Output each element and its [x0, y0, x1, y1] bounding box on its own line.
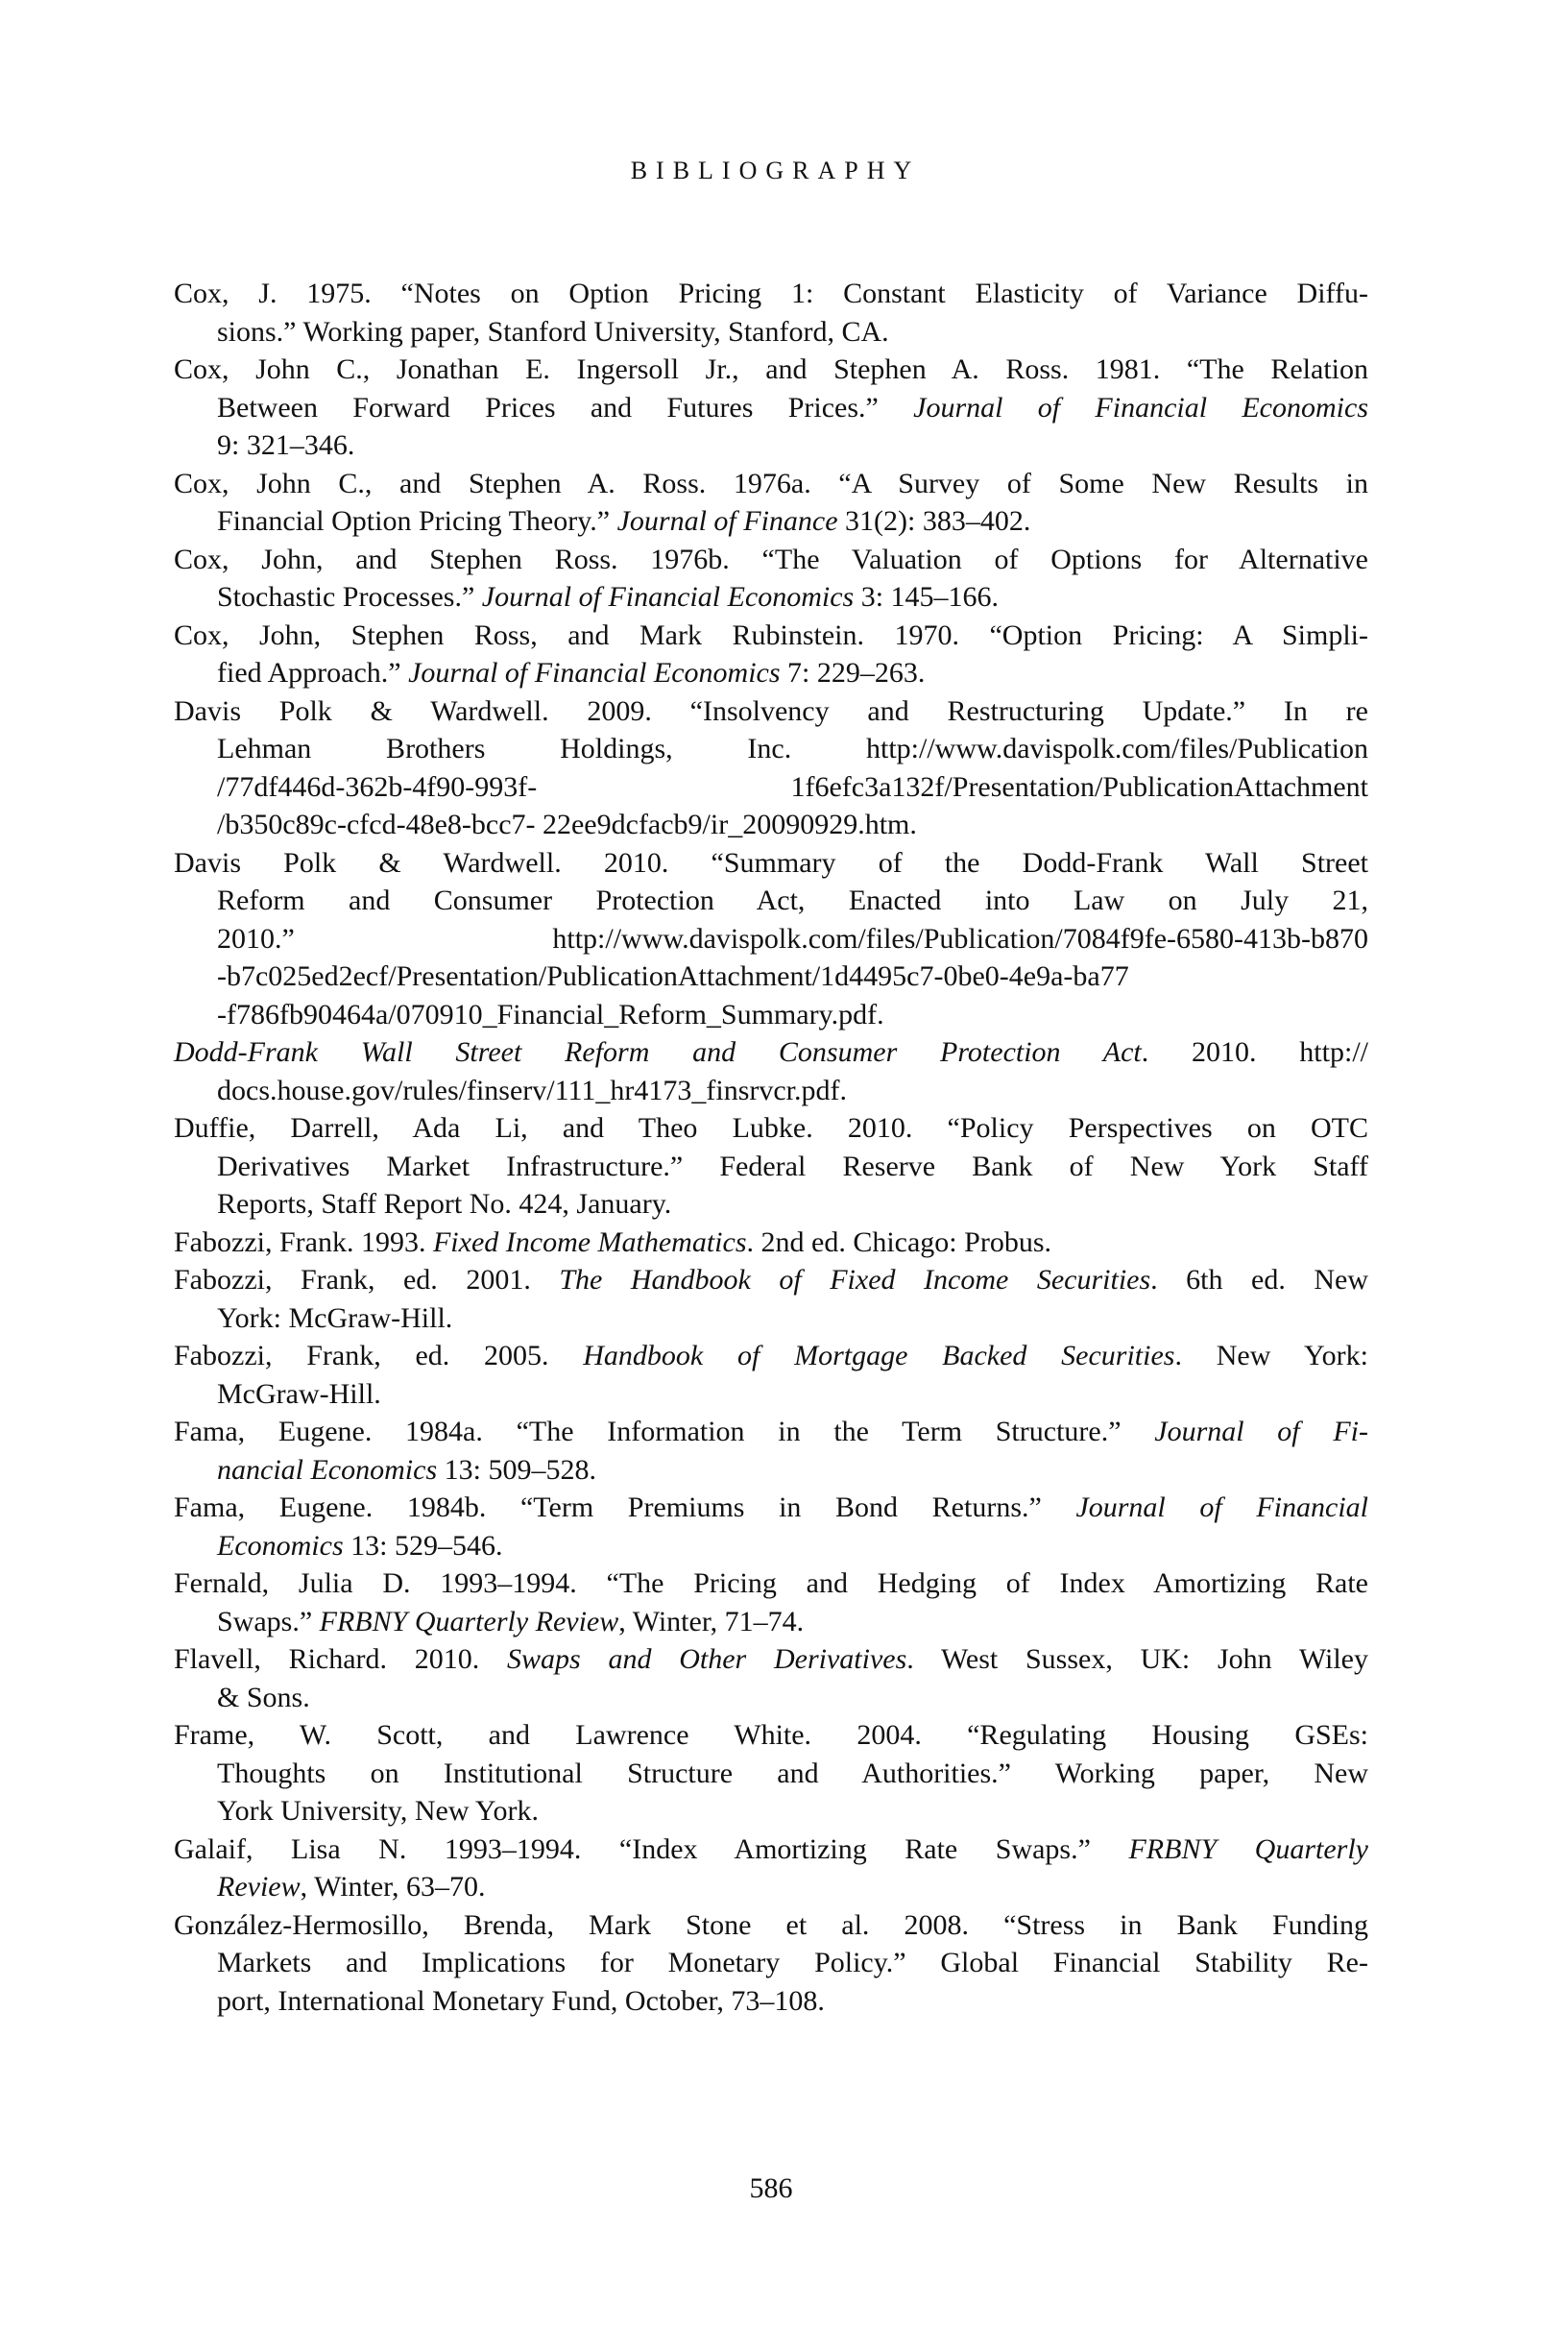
reference-line: Financial Option Pricing Theory.” Journal of Finance 31(2): 383–402. [217, 505, 1031, 537]
reference-entry [174, 617, 1368, 692]
reference-line: Fama, Eugene. 1984b. “Term Premiums in Bond Returns.” Journal of Financial [174, 1491, 1368, 1523]
reference-line: Flavell, Richard. 2010. Swaps and Other Derivatives. West Sussex, UK: John Wiley [174, 1643, 1368, 1675]
reference-line: Davis Polk & Wardwell. 2009. “Insolvency and Restructuring Update.” In re [174, 694, 1368, 727]
reference-line: Reports, Staff Report No. 424, January. [217, 1188, 672, 1220]
reference-line: Cox, John, and Stephen Ross. 1976b. “The Valuation of Options for Alternative [174, 543, 1368, 575]
reference-line: Derivatives Market Infrastructure.” Federal Reserve Bank of New York Staff [217, 1150, 1368, 1182]
reference-entry [174, 1109, 1368, 1224]
reference-line: Galaif, Lisa N. 1993–1994. “Index Amortizing Rate Swaps.” FRBNY Quarterly [174, 1832, 1368, 1865]
reference-entry [174, 1716, 1368, 1831]
reference-list [174, 275, 1368, 2020]
reference-entry [174, 541, 1368, 617]
reference-entry [174, 692, 1368, 844]
reference-entry [174, 844, 1368, 1034]
reference-line: González-Hermosillo, Brenda, Mark Stone et al. 2008. “Stress in Bank Funding [174, 1908, 1368, 1941]
reference-entry [174, 1224, 1368, 1262]
reference-entry [174, 1564, 1368, 1640]
reference-line: Stochastic Processes.” Journal of Financial Economics 3: 145–166. [217, 581, 1000, 613]
reference-line: Review, Winter, 63–70. [217, 1871, 486, 1903]
reference-line: /b350c89c-cfcd-48e8-bcc7- 22ee9dcfacb9/ir_20090929.htm. [217, 809, 917, 840]
reference-entry [174, 465, 1368, 541]
reference-line: York: McGraw-Hill. [217, 1301, 453, 1334]
reference-line: Economics 13: 529–546. [217, 1529, 503, 1562]
reference-entry [174, 1831, 1368, 1906]
reference-line: Duffie, Darrell, Ada Li, and Theo Lubke. 2010. “Policy Perspectives on OTC [174, 1112, 1368, 1144]
reference-line: fied Approach.” Journal of Financial Economics 7: 229–263. [217, 657, 926, 689]
reference-entry [174, 1640, 1368, 1716]
reference-line: Cox, J. 1975. “Notes on Option Pricing 1: Constant Elasticity of Variance Diffu- [174, 278, 1368, 309]
reference-line: Fabozzi, Frank. 1993. Fixed Income Mathematics. 2nd ed. Chicago: Probus. [174, 1225, 1051, 1258]
reference-line: Fabozzi, Frank, ed. 2001. The Handbook of Fixed Income Securities. 6th ed. New [174, 1264, 1369, 1296]
reference-entry [174, 1906, 1368, 2021]
reference-entry [174, 1033, 1368, 1109]
reference-line: York University, New York. [217, 1795, 540, 1827]
reference-line: Fernald, Julia D. 1993–1994. “The Pricing and Hedging of Index Amortizing Rate [174, 1567, 1368, 1599]
page-header-title: BIBLIOGRAPHY [630, 157, 921, 184]
reference-line: 2010.” http://www.davispolk.com/files/Publication/7084f9fe-6580-413b-b870 [217, 922, 1368, 955]
reference-line: nancial Economics 13: 509–528. [217, 1453, 596, 1486]
reference-line: port, International Monetary Fund, October, 73–108. [217, 1984, 825, 2017]
reference-line: Swaps.” FRBNY Quarterly Review, Winter, 71–74. [217, 1605, 805, 1637]
reference-line: Davis Polk & Wardwell. 2010. “Summary of the Dodd-Frank Wall Street [174, 846, 1368, 879]
reference-line: -b7c025ed2ecf/Presentation/PublicationAttachment/1d4495c7-0be0-4e9a-ba77 [217, 960, 1129, 992]
reference-entry [174, 1413, 1368, 1489]
reference-line: & Sons. [217, 1681, 310, 1713]
reference-line: Lehman Brothers Holdings, Inc. http://www.davispolk.com/files/Publication [217, 733, 1368, 764]
reference-line: McGraw-Hill. [217, 1377, 381, 1410]
reference-entry [174, 351, 1368, 465]
reference-line: Fabozzi, Frank, ed. 2005. Handbook of Mortgage Backed Securities. New York: [174, 1340, 1368, 1371]
reference-line: Between Forward Prices and Futures Prices.” Journal of Financial Economics [217, 391, 1368, 424]
reference-line: sions.” Working paper, Stanford University, Stanford, CA. [217, 315, 889, 348]
reference-line: Dodd-Frank Wall Street Reform and Consumer Protection Act. 2010. http:// [174, 1036, 1368, 1068]
reference-line: Reform and Consumer Protection Act, Enacted into Law on July 21, [217, 885, 1368, 916]
reference-line: Thoughts on Institutional Structure and Authorities.” Working paper, New [217, 1757, 1368, 1789]
reference-line: Fama, Eugene. 1984a. “The Information in the Term Structure.” Journal of Fi- [174, 1416, 1369, 1447]
page-number: 586 [749, 2172, 793, 2204]
reference-line: Frame, W. Scott, and Lawrence White. 2004. “Regulating Housing GSEs: [174, 1719, 1368, 1751]
reference-line: -f786fb90464a/070910_Financial_Reform_Summary.pdf. [217, 998, 884, 1031]
reference-entry [174, 1261, 1368, 1337]
reference-entry [174, 275, 1368, 351]
reference-entry [174, 1489, 1368, 1564]
reference-line: docs.house.gov/rules/finserv/111_hr4173_finsrvcr.pdf. [217, 1074, 848, 1106]
text-block [174, 157, 1368, 2020]
reference-line: 9: 321–346. [217, 429, 355, 461]
reference-line: Cox, John C., Jonathan E. Ingersoll Jr., and Stephen A. Ross. 1981. “The Relation [174, 353, 1368, 385]
reference-line: Cox, John C., and Stephen A. Ross. 1976a. “A Survey of Some New Results in [174, 467, 1368, 499]
reference-line: /77df446d-362b-4f90-993f- 1f6efc3a132f/Presentation/PublicationAttachment [217, 770, 1368, 803]
reference-line: Markets and Implications for Monetary Policy.” Global Financial Stability Re- [217, 1947, 1368, 1978]
reference-line: Cox, John, Stephen Ross, and Mark Rubinstein. 1970. “Option Pricing: A Simpli- [174, 618, 1368, 651]
reference-entry [174, 1337, 1368, 1413]
